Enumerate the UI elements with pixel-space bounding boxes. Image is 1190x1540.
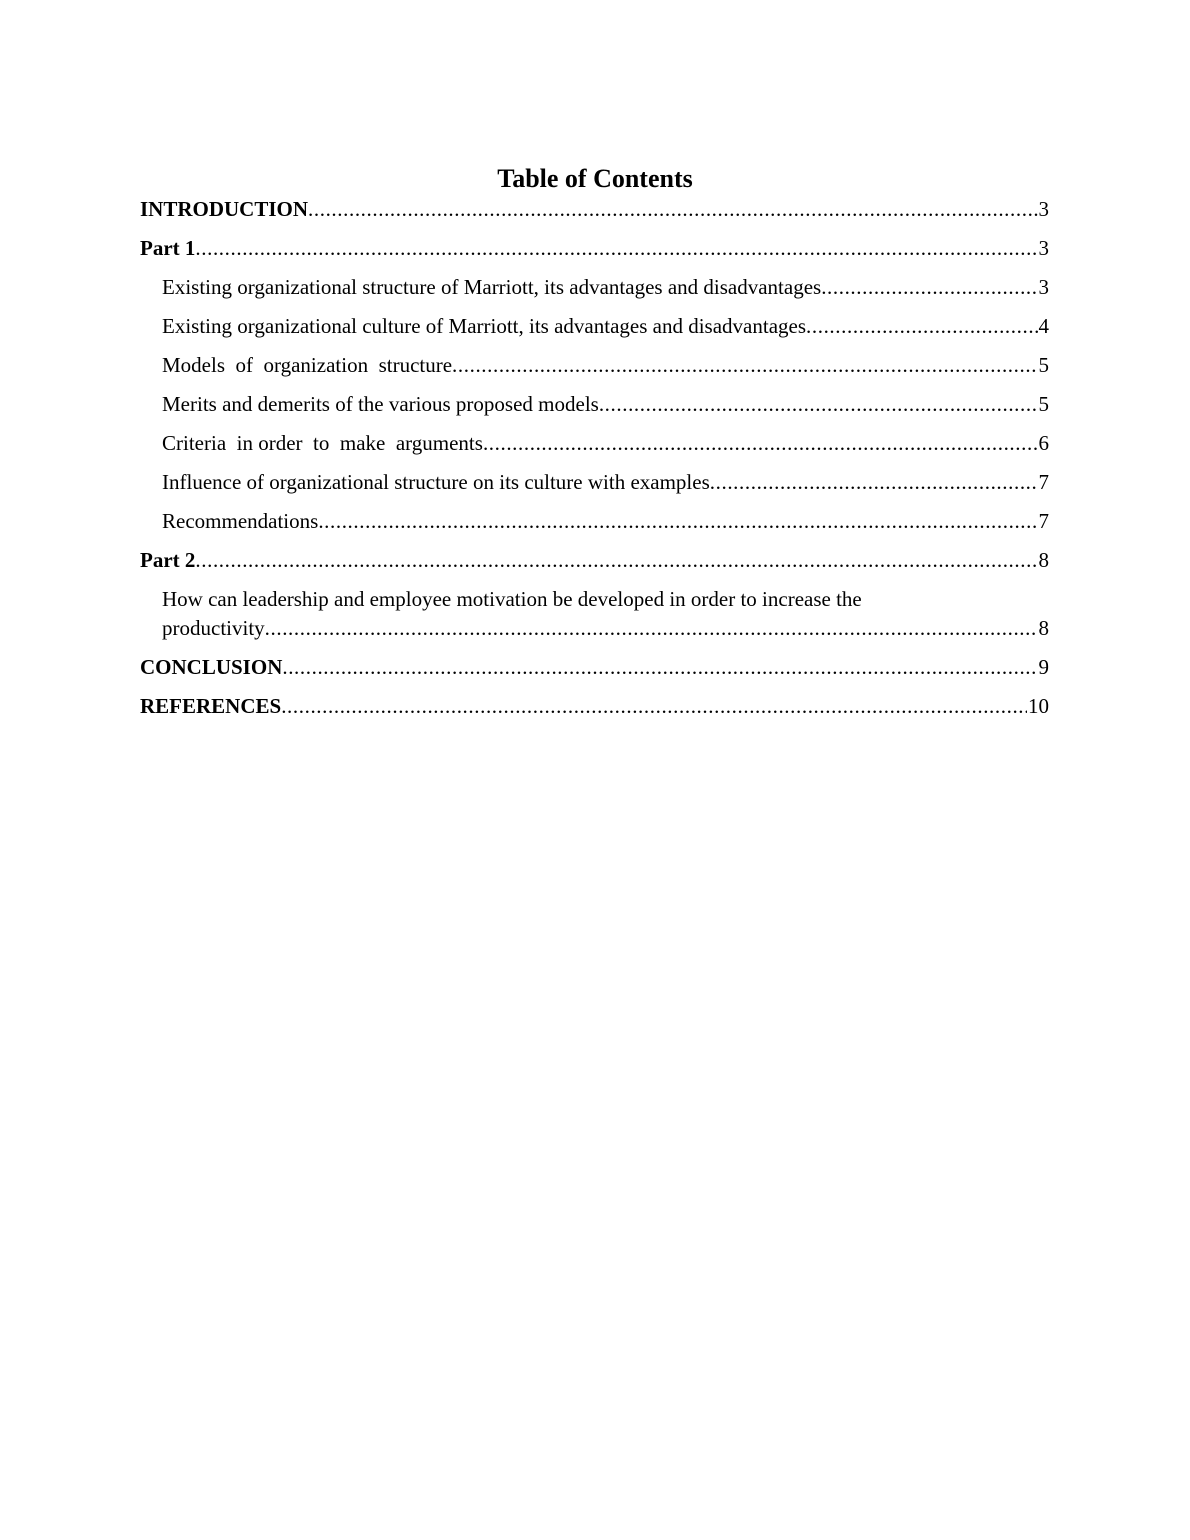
toc-entry-label: CONCLUSION (140, 655, 283, 679)
toc-entry-label: Recommendations (162, 509, 319, 533)
toc-entry-conclusion[interactable] (140, 653, 1049, 682)
toc-entry-label-line1: How can leadership and employee motivation be developed in order to increase the (162, 587, 862, 611)
toc-entry-existing-structure[interactable] (140, 273, 1049, 302)
toc-page-number: 3 (1038, 197, 1049, 221)
toc-entry-label: productivity (162, 616, 265, 640)
toc-page-number: 4 (1038, 314, 1049, 338)
toc-entry-influence[interactable] (140, 468, 1049, 497)
toc-entry-existing-culture[interactable] (140, 312, 1049, 341)
dot-leader (452, 351, 1037, 380)
toc-entry-label: INTRODUCTION (140, 197, 309, 221)
toc-entry-label: Part 2 (140, 548, 196, 572)
table-of-contents (140, 195, 1049, 731)
toc-entry-recommendations[interactable] (140, 507, 1049, 536)
toc-entry-label: Merits and demerits of the various proposed models (162, 392, 599, 416)
toc-page-number: 8 (1038, 548, 1049, 572)
toc-entry-label: Part 1 (140, 236, 196, 260)
dot-leader (195, 234, 1037, 263)
toc-page-number: 8 (1038, 616, 1049, 640)
toc-page-number: 7 (1038, 509, 1049, 533)
toc-entry-label: Models of organization structure (162, 353, 453, 377)
toc-entry-part-2[interactable] (140, 546, 1049, 575)
dot-leader (821, 273, 1037, 302)
toc-entry-label: Influence of organizational structure on its culture with examples (162, 470, 710, 494)
toc-page-number: 7 (1038, 470, 1049, 494)
dot-leader (308, 195, 1037, 224)
toc-page-number: 3 (1038, 275, 1049, 299)
toc-entry-criteria[interactable] (140, 429, 1049, 458)
toc-entry-label: Criteria in order to make arguments (162, 431, 483, 455)
page-title: Table of Contents (497, 164, 693, 193)
toc-page-number: 9 (1038, 655, 1049, 679)
toc-entry-part-1[interactable] (140, 234, 1049, 263)
toc-page-number: 5 (1038, 353, 1049, 377)
toc-entry-label: REFERENCES (140, 694, 282, 718)
dot-leader (318, 507, 1037, 536)
dot-leader (195, 546, 1037, 575)
toc-entry-models[interactable] (140, 351, 1049, 380)
dot-leader (265, 614, 1038, 643)
toc-page-number: 3 (1038, 236, 1049, 260)
dot-leader (806, 312, 1037, 341)
toc-entry-label: Existing organizational structure of Marriott, its advantages and disadvantages (162, 275, 822, 299)
toc-entry-leadership-motivation[interactable] (140, 585, 1049, 643)
dot-leader (710, 468, 1038, 497)
toc-entry-introduction[interactable] (140, 195, 1049, 224)
toc-entry-label: Existing organizational culture of Marriott, its advantages and disadvantages (162, 314, 807, 338)
dot-leader (599, 390, 1038, 419)
toc-entry-merits-demerits[interactable] (140, 390, 1049, 419)
toc-entry-references[interactable] (140, 692, 1049, 721)
toc-page-number: 6 (1038, 431, 1049, 455)
dot-leader (281, 692, 1027, 721)
toc-page-number: 5 (1038, 392, 1049, 416)
dot-leader (282, 653, 1037, 682)
dot-leader (483, 429, 1038, 458)
toc-page-number: 10 (1028, 694, 1049, 718)
